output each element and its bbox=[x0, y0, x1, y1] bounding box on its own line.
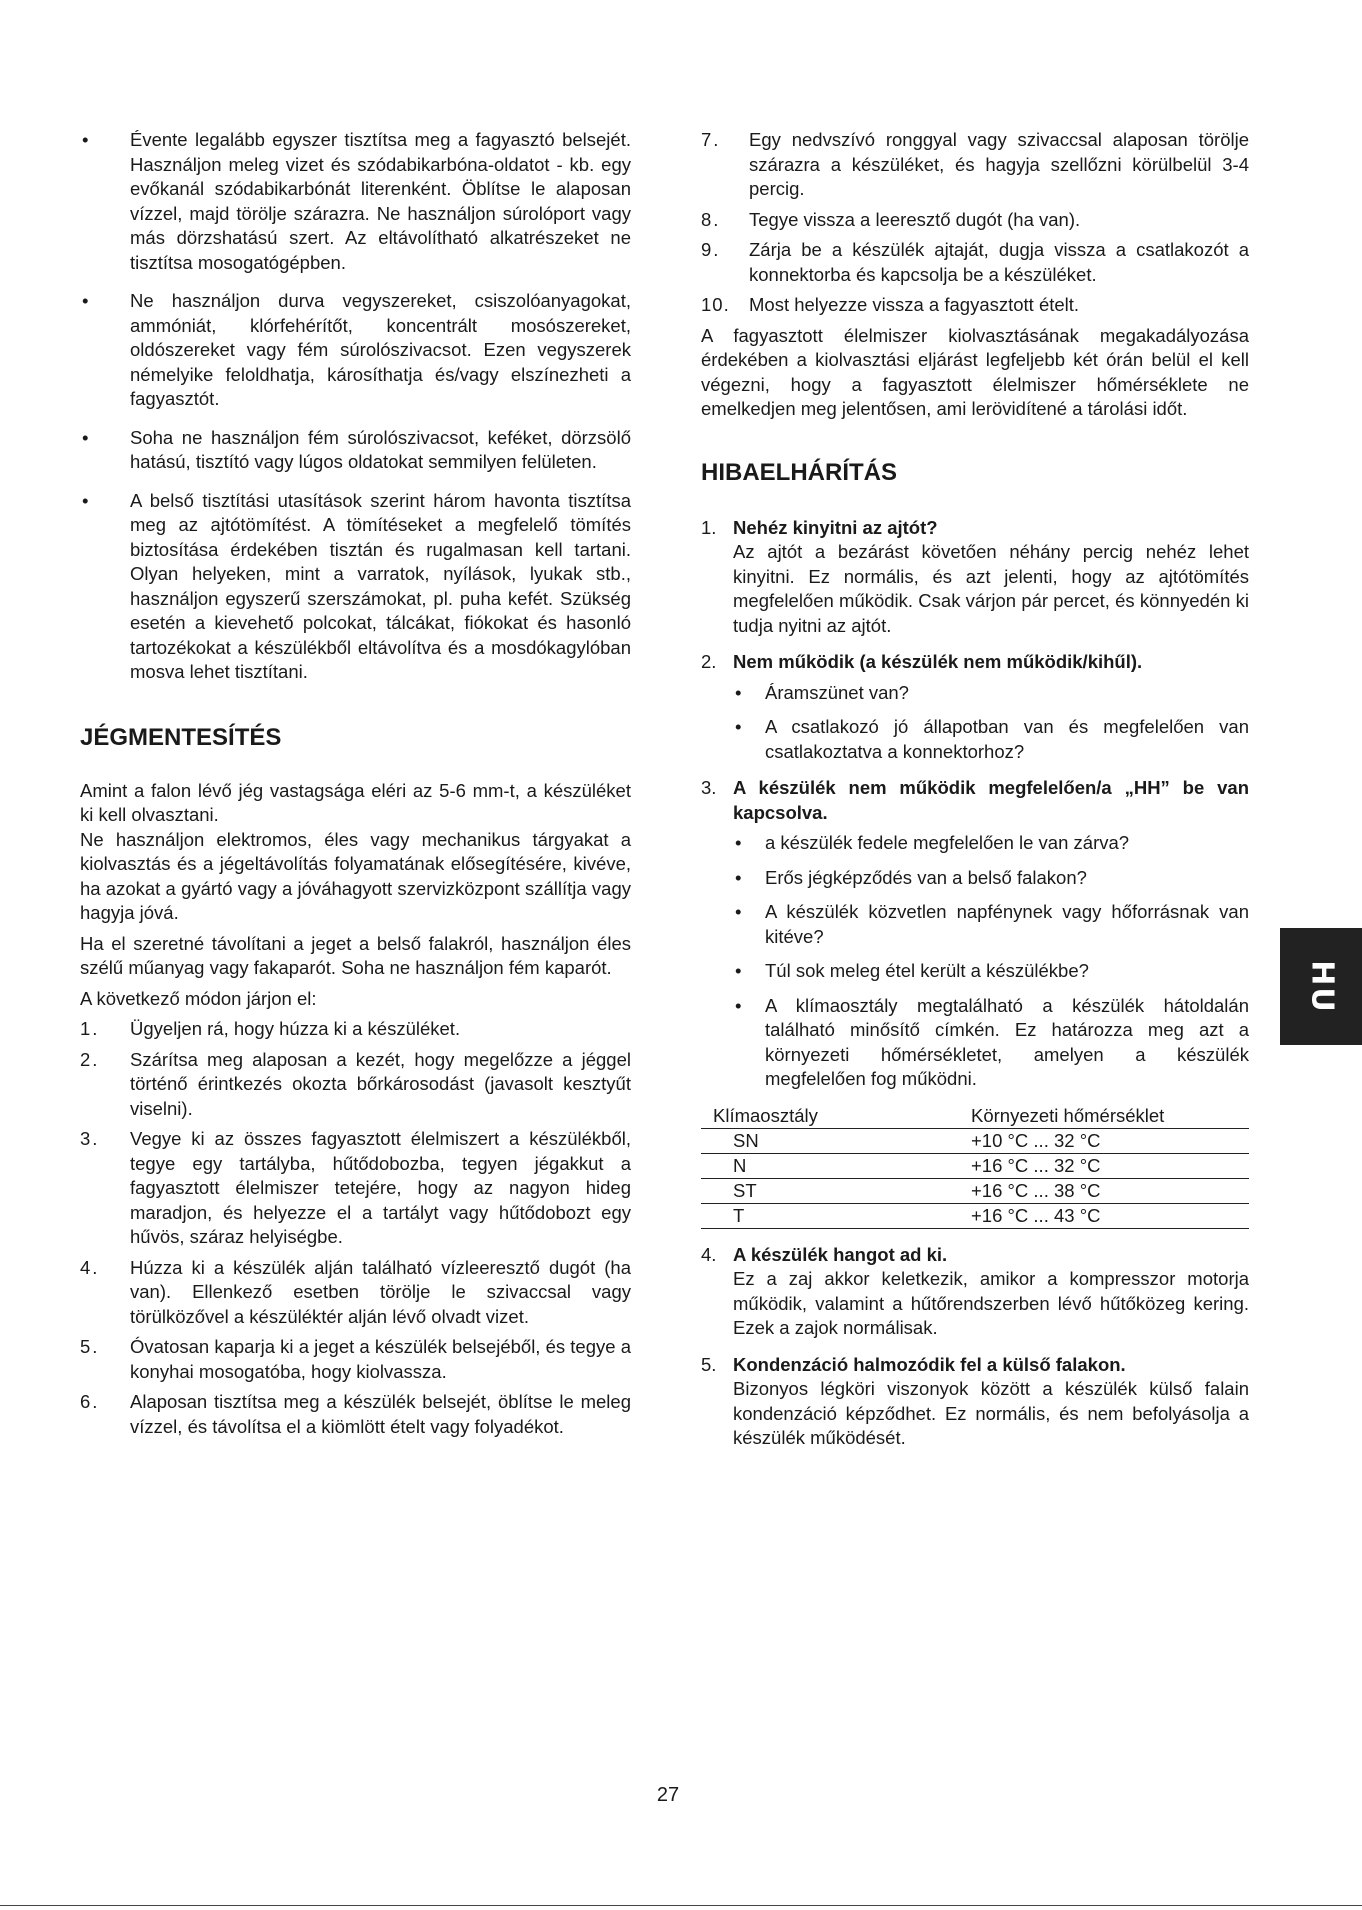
table-cell: ST bbox=[701, 1178, 939, 1203]
list-item: • A belső tisztítási utasítások szerint három havonta tisztítsa meg az ajtótömítést. A tömítéseket a megfelelő tömítés biztosítása érdekében tisztán és rugalmasan kell tartani. Olyan helyeken, mint a varratok, nyílások, lyukak stb., használjon egyszerű szerszámokat, pl. puha kefét. Szükség esetén a kievehető polcokat, tálcákat, fiókokat és hasonló tartozékokat a készülékből eltávolítva és a mosdókagylóban mosva lehet tisztítani. bbox=[80, 489, 631, 685]
faq-answer: Az ajtót a bezárást követően néhány percig nehéz lehet kinyitni. Ez normális, és azt jelenti, hogy az ajtótömítés megfelelően működik. Csak várjon pár percet, és könnyedén ki tudja nyitni az ajtót. bbox=[733, 541, 1249, 636]
list-item bbox=[701, 650, 1249, 764]
step-text: Egy nedvszívó ronggyal vagy szivaccsal alaposan törölje szárazra a készüléket, és hagyja szellőzni körülbelül 3-4 percig. bbox=[749, 129, 1249, 199]
list-item: • A csatlakozó jó állapotban van és megfelelően van csatlakoztatva a konnektorhoz? bbox=[733, 715, 1249, 764]
faq-number: 1. bbox=[701, 516, 717, 538]
list-item bbox=[701, 1243, 1249, 1341]
list-item: • a készülék fedele megfelelően le van zárva? bbox=[733, 831, 1249, 856]
list-item: • Ne használjon durva vegyszereket, csiszolóanyagokat, ammóniát, klórfehérítőt, koncentrált mosószereket, oldószereket vagy fém súrolószivacsot. Ezen vegyszerek némelyike feloldhatja, károsíthatja és/vagy elszínezheti a fagyasztót. bbox=[80, 289, 631, 412]
table-row bbox=[701, 1128, 1249, 1153]
step-number: 2. bbox=[80, 1048, 100, 1070]
step-number: 8. bbox=[701, 208, 721, 230]
page-number: 27 bbox=[656, 1784, 680, 1806]
table-header-climate-class: Klímaosztály bbox=[701, 1104, 939, 1129]
language-tab-label: HU bbox=[1304, 959, 1340, 1014]
list-item bbox=[701, 208, 1249, 233]
table-header-ambient-temp: Környezeti hőmérséklet bbox=[939, 1104, 1249, 1129]
table-row bbox=[701, 1203, 1249, 1228]
list-item bbox=[80, 1048, 631, 1122]
list-item bbox=[701, 293, 1249, 318]
step-text: Ügyeljen rá, hogy húzza ki a készüléket. bbox=[130, 1018, 461, 1039]
section-heading-troubleshooting: HIBAELHÁRÍTÁS bbox=[701, 458, 897, 486]
defrost-time-paragraph: A fagyasztott élelmiszer kiolvasztásának megakadályozása érdekében a kiolvasztási eljárást legfeljebb két órán belül el kell végezni, hogy a fagyasztott élelmiszer hőmérséklete ne emelkedjen meg jelentősen, ami lerövidítené a tárolási időt. bbox=[701, 324, 1249, 419]
list-item bbox=[80, 1017, 631, 1042]
step-number: 6. bbox=[80, 1391, 100, 1412]
faq-question: A készülék nem működik megfelelően/a „HH” be van kapcsolva. bbox=[733, 777, 1249, 823]
step-text: Zárja be a készülék ajtaját, dugja vissza a csatlakozót a konnektorba és kapcsolja be a készüléket. bbox=[749, 239, 1249, 285]
list-item: • Évente legalább egyszer tisztítsa meg a fagyasztó belsejét. Használjon meleg vizet és szódabikarbóna-oldatot - kb. egy evőkanál szódabikarbónát literenként. Öblítse le alaposan vízzel, majd törölje szárazra. Ne használjon súrolóport vagy más dörzshatású szert. Az eltávolítható alkatrészeket ne tisztítsa mosogatógépben. bbox=[80, 128, 631, 275]
list-item bbox=[80, 1335, 631, 1384]
step-text: Most helyezze vissza a fagyasztott ételt. bbox=[749, 294, 1080, 315]
language-tab bbox=[1280, 928, 1362, 1045]
table-row bbox=[701, 1153, 1249, 1178]
step-text: Húzza ki a készülék alján található vízleeresztő dugót (ha van). Ellenkező esetben törölje le szivaccsal vagy törülközővel a készüléktér alján lévő olvadt vizet. bbox=[130, 1256, 631, 1327]
faq-number: 3. bbox=[701, 777, 717, 798]
list-item bbox=[80, 1127, 631, 1250]
list-item: • A készülék közvetlen napfénynek vagy hőforrásnak van kitéve? bbox=[733, 900, 1249, 949]
list-item bbox=[701, 516, 1249, 639]
list-item: • Soha ne használjon fém súrolószivacsot, keféket, dörzsölő hatású, tisztító vagy lúgos oldatokat semmilyen felületen. bbox=[80, 426, 631, 475]
defrost-steps-continued bbox=[701, 128, 1249, 318]
footer-rule bbox=[0, 1905, 1362, 1906]
scraper-paragraph: Ha el szeretné távolítani a jeget a belső falakról, használjon éles szélű műanyag vagy fakaparót. Soha ne használjon fém kaparót. bbox=[80, 932, 631, 978]
table-cell: SN bbox=[701, 1128, 939, 1153]
step-number: 1. bbox=[80, 1018, 100, 1039]
list-item bbox=[80, 1390, 631, 1439]
step-number: 4. bbox=[80, 1256, 100, 1278]
faq-answer: Ez a zaj akkor keletkezik, amikor a kompresszor motorja működik, valamint a hűtőrendszerben lévő hűtőközeg kering. Ezek a zajok normálisak. bbox=[733, 1268, 1249, 1338]
list-item: • Erős jégképződés van a belső falakon? bbox=[733, 866, 1249, 891]
step-text: Óvatosan kaparja ki a jeget a készülék belsejéből, és tegye a konyhai mosogatóba, hogy kiolvassza. bbox=[130, 1336, 631, 1382]
step-text: Tegye vissza a leeresztő dugót (ha van). bbox=[749, 208, 1081, 230]
table-cell: N bbox=[701, 1153, 939, 1178]
faq-question: Kondenzáció halmozódik fel a külső falakon. bbox=[733, 1353, 1126, 1375]
table-cell: +16 °C ... 38 °C bbox=[939, 1178, 1249, 1203]
list-item: • Áramszünet van? bbox=[733, 681, 1249, 706]
left-column bbox=[80, 128, 631, 1445]
section-heading-defrosting: JÉGMENTESÍTÉS bbox=[80, 723, 282, 751]
faq-number: 5. bbox=[701, 1353, 717, 1375]
table-cell: +16 °C ... 43 °C bbox=[939, 1203, 1249, 1228]
table-header-row bbox=[701, 1104, 1249, 1129]
faq-question: Nem működik (a készülék nem működik/kihűl). bbox=[733, 651, 1143, 672]
step-number: 9. bbox=[701, 239, 721, 260]
table-cell: T bbox=[701, 1203, 939, 1228]
list-item bbox=[701, 128, 1249, 202]
faq-answer: Bizonyos légköri viszonyok között a készülék külső falain kondenzáció képződhet. Ez normális, és nem befolyásolja a készülék működését. bbox=[733, 1378, 1249, 1448]
table-row bbox=[701, 1178, 1249, 1203]
faq-sub-list bbox=[733, 831, 1249, 1092]
list-item bbox=[701, 1353, 1249, 1451]
step-number: 10. bbox=[701, 294, 730, 315]
list-item: • A klímaosztály megtalálható a készülék hátoldalán található minősítő címkén. Ez határozza meg azt a környezeti hőmérsékletet, amelyen a készülék megfelelően fog működni. bbox=[733, 994, 1249, 1092]
step-text: Vegye ki az összes fagyasztott élelmiszert a készülékből, tegye egy tartályba, hűtődobozba, tegyen jégakkut a fagyasztott élelmiszer tetejére, hogy az nagyon hideg maradjon, és helyezze el a tartályt vagy hűtődobozt egy hűvös, száraz helyiségbe. bbox=[130, 1128, 631, 1247]
faq-sub-list bbox=[733, 681, 1249, 765]
step-text: Alaposan tisztítsa meg a készülék belsejét, öblítse le meleg vízzel, és távolítsa el a kiömlött ételt vagy folyadékot. bbox=[130, 1391, 631, 1437]
troubleshooting-list bbox=[701, 516, 1249, 1092]
table-cell: +10 °C ... 32 °C bbox=[939, 1128, 1249, 1153]
faq-question: Nehéz kinyitni az ajtót? bbox=[733, 516, 938, 538]
list-item bbox=[701, 776, 1249, 1092]
faq-question: A készülék hangot ad ki. bbox=[733, 1243, 948, 1265]
step-number: 5. bbox=[80, 1336, 100, 1357]
cleaning-bullet-list bbox=[80, 128, 631, 685]
defrost-steps-list bbox=[80, 1017, 631, 1439]
climate-class-table bbox=[701, 1104, 1249, 1229]
step-number: 7. bbox=[701, 129, 721, 150]
step-text: Szárítsa meg alaposan a kezét, hogy megelőzze a jéggel történő érintkezés okozta bőrkárosodást (javasolt kesztyűt viselni). bbox=[130, 1048, 631, 1119]
procedure-intro: A következő módon járjon el: bbox=[80, 987, 317, 1009]
faq-number: 4. bbox=[701, 1243, 717, 1265]
table-cell: +16 °C ... 32 °C bbox=[939, 1153, 1249, 1178]
faq-number: 2. bbox=[701, 651, 717, 672]
list-item bbox=[80, 1256, 631, 1330]
right-column bbox=[701, 128, 1249, 1463]
step-number: 3. bbox=[80, 1128, 100, 1149]
list-item bbox=[701, 238, 1249, 287]
list-item: • Túl sok meleg étel került a készülékbe? bbox=[733, 959, 1249, 984]
troubleshooting-list-continued bbox=[701, 1243, 1249, 1451]
defrost-intro-paragraph: Amint a falon lévő jég vastagsága eléri az 5-6 mm-t, a készüléket ki kell olvasztani. Ne használjon elektromos, éles vagy mechanikus tárgyakat a kiolvasztás és a jégeltávolítás folyamatának elősegítésére, kivéve, ha azokat a gyártó vagy a jóváhagyott szervizközpont szállítja vagy hagyja jóvá. bbox=[80, 779, 631, 923]
